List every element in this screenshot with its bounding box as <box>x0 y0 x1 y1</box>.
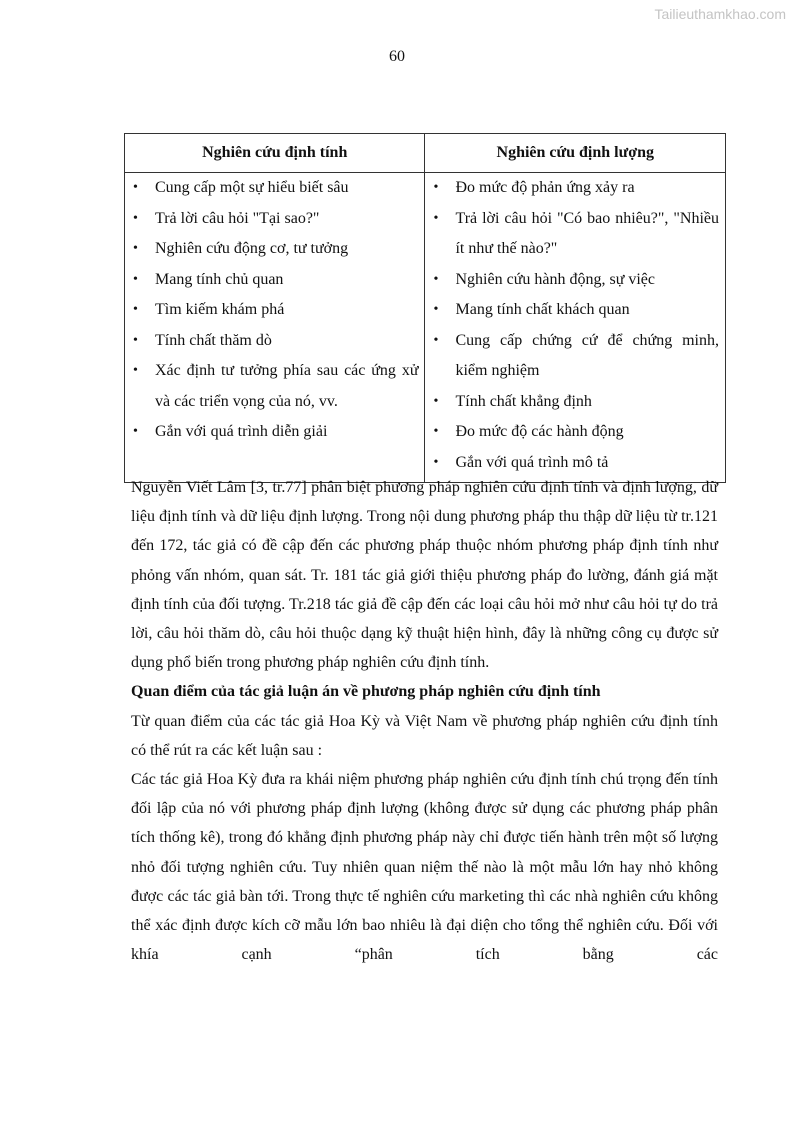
list-item: • Gắn với quá trình mô tả <box>431 448 719 479</box>
list-item: • Nghiên cứu hành động, sự việc <box>431 265 719 296</box>
list-item: • Trả lời câu hỏi "Tại sao?" <box>131 204 418 235</box>
list-item: • Nghiên cứu động cơ, tư tưởng <box>131 234 418 265</box>
qualitative-list <box>131 173 418 448</box>
quantitative-cell <box>425 173 726 483</box>
body-text <box>131 473 718 969</box>
list-item: • Tìm kiếm khám phá <box>131 295 418 326</box>
header-quantitative: Nghiên cứu định lượng <box>425 134 726 173</box>
list-item: • Mang tính chủ quan <box>131 265 418 296</box>
table-header-row <box>125 134 726 173</box>
list-item: • Cung cấp một sự hiểu biết sâu <box>131 173 418 204</box>
quantitative-list <box>431 173 719 478</box>
list-item: • Tính chất thăm dò <box>131 326 418 357</box>
list-item: • Đo mức độ các hành động <box>431 417 719 448</box>
list-item: • Gắn với quá trình diễn giải <box>131 417 418 448</box>
list-item: • Cung cấp chứng cứ để chứng minh, kiểm nghiệm <box>431 326 719 387</box>
page-number: 60 <box>389 48 405 65</box>
list-item: • Mang tính chất khách quan <box>431 295 719 326</box>
paragraph-us-authors: Các tác giả Hoa Kỳ đưa ra khái niệm phương pháp nghiên cứu định tính chú trọng đến tính đối lập của nó với phương pháp định lượng (không được sử dụng các phương pháp phân tích thống kê), trong đó khẳng định phương pháp này chỉ được tiến hành trên một số lượng nhỏ đối tượng nghiên cứu. Tuy nhiên quan niệm thế nào là một mẫu lớn hay nhỏ không được các tác giả bàn tới. Trong thực tế nghiên cứu marketing thì các nhà nghiên cứu không thể xác định được kích cỡ mẫu lớn bao nhiêu là đại diện cho tổng thể nghiên cứu. Đối với khía cạnh “phân tích bằng các <box>131 771 718 964</box>
list-item: • Xác định tư tưởng phía sau các ứng xử và các triển vọng của nó, vv. <box>131 356 418 417</box>
paragraph-lam: Nguyễn Viết Lâm [3, tr.77] phân biệt phương pháp nghiên cứu định tính và định lượng, dữ liệu định tính và dữ liệu định lượng. Trong nội dung phương pháp thu thập dữ liệu từ tr.121 đến 172, tác giả có đề cập đến các phương pháp thuộc nhóm phương pháp định tính như phỏng vấn nhóm, quan sát. Tr. 181 tác giả giới thiệu phương pháp đo lường, đánh giá mặt định tính của đối tượng. Tr.218 tác giả đề cập đến các loại câu hỏi mở như câu hỏi tự do trả lời, câu hỏi thăm dò, câu hỏi thuộc dạng kỹ thuật hiện hình, đây là những công cụ được sử dụng phổ biến trong phương pháp nghiên cứu định tính. <box>131 479 718 672</box>
paragraph-conclusions-intro: Từ quan điểm của các tác giả Hoa Kỳ và Việt Nam về phương pháp nghiên cứu định tính có thể rút ra các kết luận sau : <box>131 712 718 759</box>
section-heading: Quan điểm của tác giả luận án về phương pháp nghiên cứu định tính <box>131 683 601 701</box>
list-item: • Tính chất khẳng định <box>431 387 719 418</box>
watermark: Tailieuthamkhao.com <box>654 6 786 22</box>
list-item: • Trả lời câu hỏi "Có bao nhiêu?", "Nhiều ít như thế nào?" <box>431 204 719 265</box>
comparison-table <box>124 133 726 483</box>
qualitative-cell <box>125 173 425 483</box>
header-qualitative: Nghiên cứu định tính <box>125 134 425 173</box>
list-item: • Đo mức độ phản ứng xảy ra <box>431 173 719 204</box>
table-body-row <box>125 173 726 483</box>
